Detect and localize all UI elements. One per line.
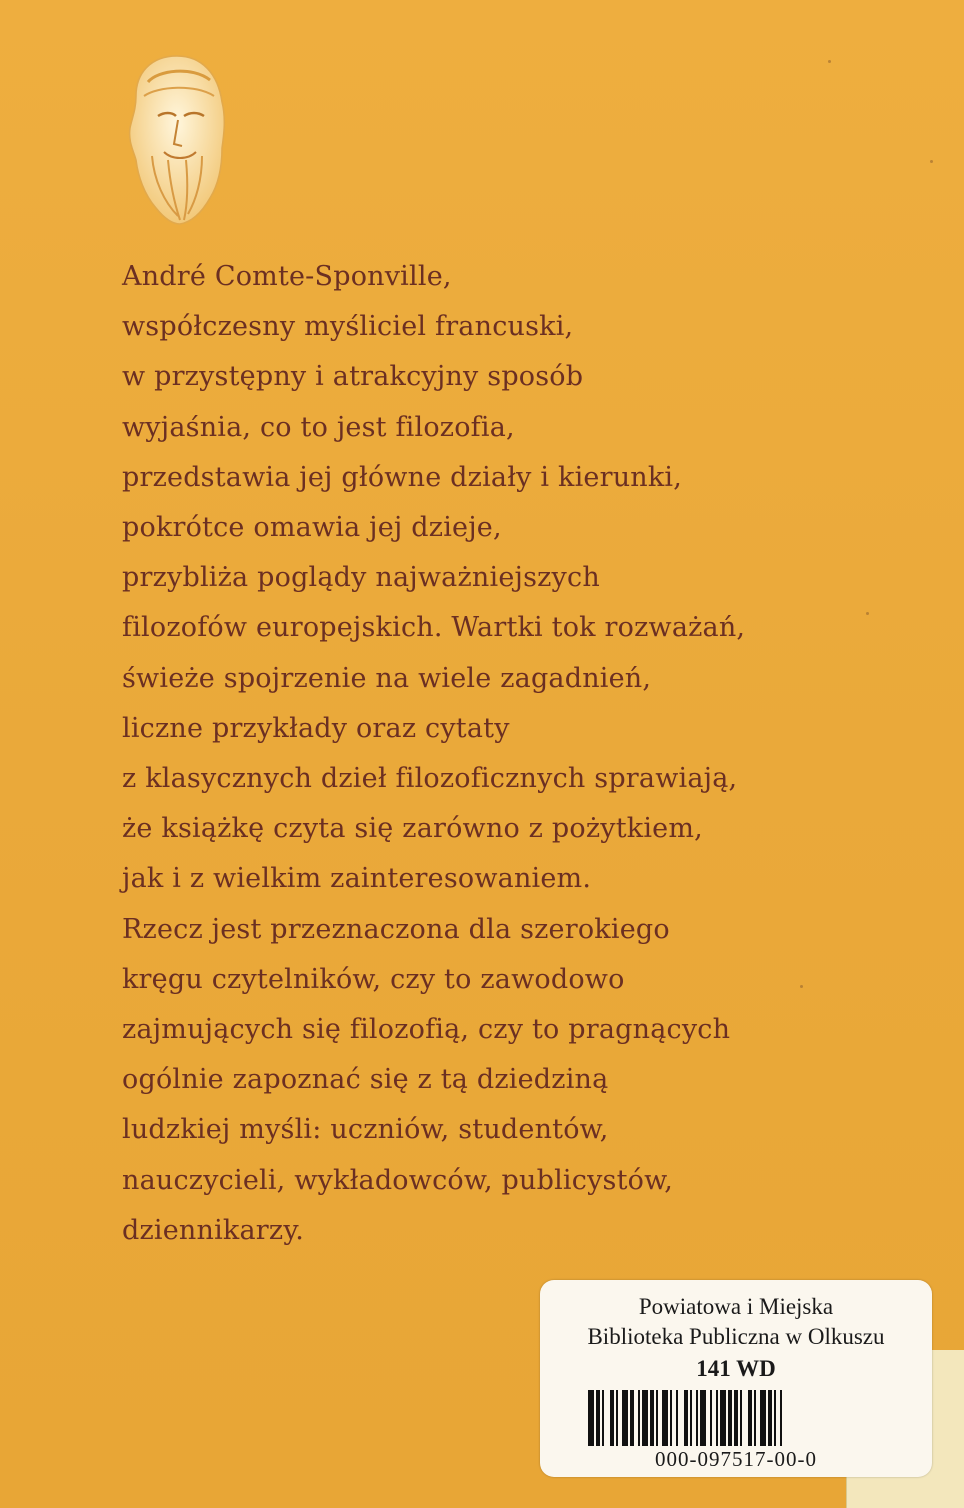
description-line: liczne przykłady oraz cytaty bbox=[122, 712, 510, 744]
barcode-bar bbox=[696, 1390, 698, 1446]
description-line: z klasycznych dzieł filozoficznych sprawiają, bbox=[122, 763, 738, 795]
description-line: nauczycieli, wykładowców, publicystów, bbox=[122, 1164, 673, 1196]
barcode-bar bbox=[676, 1390, 678, 1446]
barcode-bar bbox=[630, 1390, 634, 1446]
paper-speck bbox=[828, 60, 831, 63]
barcode-bar bbox=[774, 1390, 776, 1446]
description-line: w przystępny i atrakcyjny sposób bbox=[122, 361, 584, 393]
library-barcode-label bbox=[540, 1280, 932, 1477]
description-line: kręgu czytelników, czy to zawodowo bbox=[122, 963, 625, 995]
description-line: współczesny myśliciel francuski, bbox=[122, 311, 574, 343]
barcode-bar bbox=[780, 1390, 782, 1446]
barcode-bar bbox=[760, 1390, 766, 1446]
description-line: dziennikarzy. bbox=[122, 1214, 304, 1246]
barcode-bar bbox=[656, 1390, 658, 1446]
barcode-bar bbox=[684, 1390, 688, 1446]
description-line: wyjaśnia, co to jest filozofia, bbox=[122, 411, 515, 443]
description-line: jak i z wielkim zainteresowaniem. bbox=[122, 863, 592, 895]
description-line: zajmujących się filozofią, czy to pragnących bbox=[122, 1014, 731, 1046]
barcode-bar bbox=[710, 1390, 712, 1446]
barcode-bar bbox=[754, 1390, 756, 1446]
paper-speck bbox=[800, 985, 803, 988]
barcode-bar bbox=[734, 1390, 738, 1446]
barcode-bar bbox=[616, 1390, 618, 1446]
description-line: filozofów europejskich. Wartki tok rozważań, bbox=[122, 612, 746, 644]
barcode-bar bbox=[768, 1390, 772, 1446]
philosopher-bust-icon bbox=[122, 52, 232, 228]
barcode-bar bbox=[610, 1390, 614, 1446]
description-line: przybliża poglądy najważniejszych bbox=[122, 562, 600, 594]
call-number: 141 WD bbox=[696, 1356, 776, 1381]
barcode-bar bbox=[650, 1390, 654, 1446]
description-line: świeże spojrzenie na wiele zagadnień, bbox=[122, 662, 652, 694]
barcode-bar bbox=[638, 1390, 640, 1446]
description-text bbox=[122, 252, 822, 1256]
barcode-bar bbox=[662, 1390, 668, 1446]
library-name-line2: Biblioteka Publiczna w Olkuszu bbox=[587, 1324, 885, 1349]
library-name-line1: Powiatowa i Miejska bbox=[638, 1294, 834, 1319]
barcode-bar bbox=[642, 1390, 648, 1446]
description-line: André Comte-Sponville, bbox=[122, 261, 452, 292]
barcode-bar bbox=[670, 1390, 672, 1446]
description-line: Rzecz jest przeznaczona dla szerokiego bbox=[122, 913, 670, 945]
barcode-bar bbox=[602, 1390, 604, 1446]
barcode-bar bbox=[588, 1390, 594, 1446]
barcode-bar bbox=[690, 1390, 692, 1446]
barcode-bar bbox=[716, 1390, 718, 1446]
barcode-bar bbox=[622, 1390, 628, 1446]
barcode-bar bbox=[720, 1390, 726, 1446]
barcode-bar bbox=[596, 1390, 600, 1446]
paper-speck bbox=[930, 160, 933, 163]
barcode-bar bbox=[700, 1390, 706, 1446]
description-line: ludzkiej myśli: uczniów, studentów, bbox=[122, 1114, 609, 1146]
description-line: przedstawia jej główne działy i kierunki, bbox=[122, 461, 683, 493]
barcode-bar bbox=[740, 1390, 742, 1446]
barcode-bar bbox=[728, 1390, 732, 1446]
description-line: że książkę czyta się zarówno z pożytkiem, bbox=[122, 813, 703, 845]
description-line: ogólnie zapoznać się z tą dziedziną bbox=[122, 1064, 609, 1096]
barcode-bar bbox=[748, 1390, 752, 1446]
paper-speck bbox=[866, 612, 869, 615]
description-line: pokrótce omawia jej dzieje, bbox=[122, 512, 502, 544]
barcode-number: 000-097517-00-0 bbox=[655, 1447, 817, 1471]
barcode-icon bbox=[588, 1390, 884, 1446]
